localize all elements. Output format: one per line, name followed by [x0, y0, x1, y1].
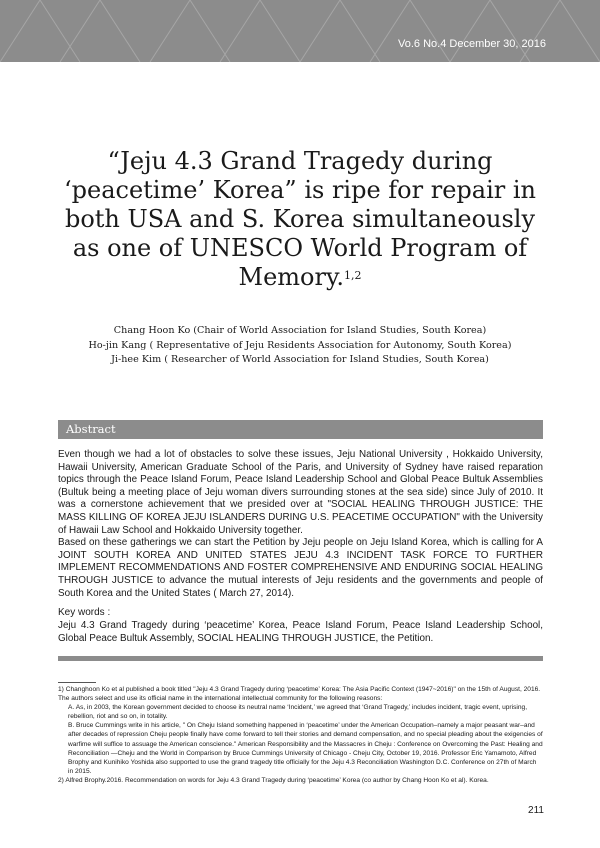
footnote-2: 2) Alfred Brophy.2016. Recommendation on words for Jeju 4.3 Grand Tragedy during ‘peacetime’ Korea (co author by Chang Hoon Ko et al). Korea. [58, 776, 489, 784]
abstract-heading-bar [58, 420, 543, 439]
abstract-body [58, 449, 543, 600]
journal-issue-info: Vo.6 No.4 December 30, 2016 [398, 38, 546, 50]
abstract-paragraph: Based on these gatherings we can start the Petition by Jeju people on Jeju Island Korea, which is calling for A JOINT SOUTH KOREA AND UNITED STATES JEJU 4.3 INCIDENT TASK FORCE TO FURTHER IMPLEMENT RECOMMENDATIONS AND FOSTER COMPREHENSIVE AND ENDURING SOCIAL HEALING THROUGH JUSTICE to advance the mutual interests of Jeju residents and the governments and people of South Korea and the United States ( March 27, 2014). [58, 537, 543, 599]
abstract-paragraph: Even though we had a lot of obstacles to solve these issues, Jeju National University , Hokkaido University, Hawaii University, American Graduate School of the Paris, and University of Sydney have raised reparation topics through the Peace Island Forum, Peace Island Leadership School and Global Peace Bultuk Assemblies (Bultuk being a meeting place of Jeju woman divers surrounding stones at the sea side) since July of 2010. It was a cornerstone achievement that we presided over at "SOCIAL HEALING THROUGH JUSTICE: THE MASS KILLING OF KOREA JEJU ISLANDERS DURING U.S. PEACETIME OCCUPATION" with the University of Hawaii Law School and Hokkaido University together. [58, 449, 543, 536]
title-line: ‘peacetime’ Korea” is ripe for repair in [64, 176, 536, 204]
page-number: 211 [528, 805, 544, 816]
footnote-rule [58, 682, 96, 683]
footnote-1a: A. As, in 2003, the Korean government decided to choose its neutral name ‘Incident,’ we agreed that ‘Grand Tragedy,’ includes incident, tragic event, uprising, rebellion, riot and so on, in totality. [68, 704, 528, 721]
author-list [60, 324, 540, 368]
footnotes [58, 685, 543, 785]
keywords-label: Key words : [58, 607, 111, 618]
author-line: Ho-jin Kang ( Representative of Jeju Residents Association for Autonomy, South Korea) [88, 339, 512, 351]
author-line: Chang Hoon Ko (Chair of World Association for Island Studies, South Korea) [113, 325, 487, 336]
article-title [62, 147, 538, 292]
footnote-1b: B. Bruce Cummings write in his article, " On Cheju Island something happened in ‘peacetime’ under the American Occupation–namely a major peasant war–and after decades of repression Cheju people finally have come forward to tell their stories and demand compensation, and no special pleading about the exigencies of warfime will suffice to assuage the American conscience." American Responsibility and the Massacres in Cheju : Conference on Overcoming the Past: Healing and Reconciliation —Cheju and the World in Comparison by Bruce Cummings University of Chicago - Cheju City, October 19, 2016. Professor Eric Yamamoto, Alfred Brophy and Kunihiko Yoshida also supported to use the grand tragedy title officially for the Jeju 4.3 Reconciliation Washington D.C. Conference on 27th of March in 2015. [68, 722, 543, 775]
abstract-bottom-rule [58, 656, 543, 661]
abstract-heading: Abstract [66, 422, 116, 436]
title-line: Memory. [238, 263, 344, 291]
header-pattern [0, 0, 600, 62]
author-line: Ji-hee Kim ( Researcher of World Association for Island Studies, South Korea) [111, 354, 489, 365]
title-line: “Jeju 4.3 Grand Tragedy during [107, 147, 493, 175]
title-footnote-marker: 1,2 [343, 269, 362, 282]
title-line: as one of UNESCO World Program of [72, 234, 528, 262]
title-line: both USA and S. Korea simultaneously [64, 205, 536, 233]
header-band [0, 0, 600, 62]
keywords-text: Jeju 4.3 Grand Tragedy during ‘peacetime’ Korea, Peace Island Forum, Peace Island Leadership School, Global Peace Bultuk Assembly, SOCIAL HEALING THROUGH JUSTICE, the Petition. [58, 620, 543, 644]
footnote-1: 1) Changhoon Ko et al published a book titled "Jeju 4.3 Grand Tragedy during ‘peacetime’ Korea: The Asia Pacific Context (1947~2016)" on the 15th of August, 2016. The authors select and use its official name in the international intellectual community for the following reasons: [58, 686, 541, 703]
